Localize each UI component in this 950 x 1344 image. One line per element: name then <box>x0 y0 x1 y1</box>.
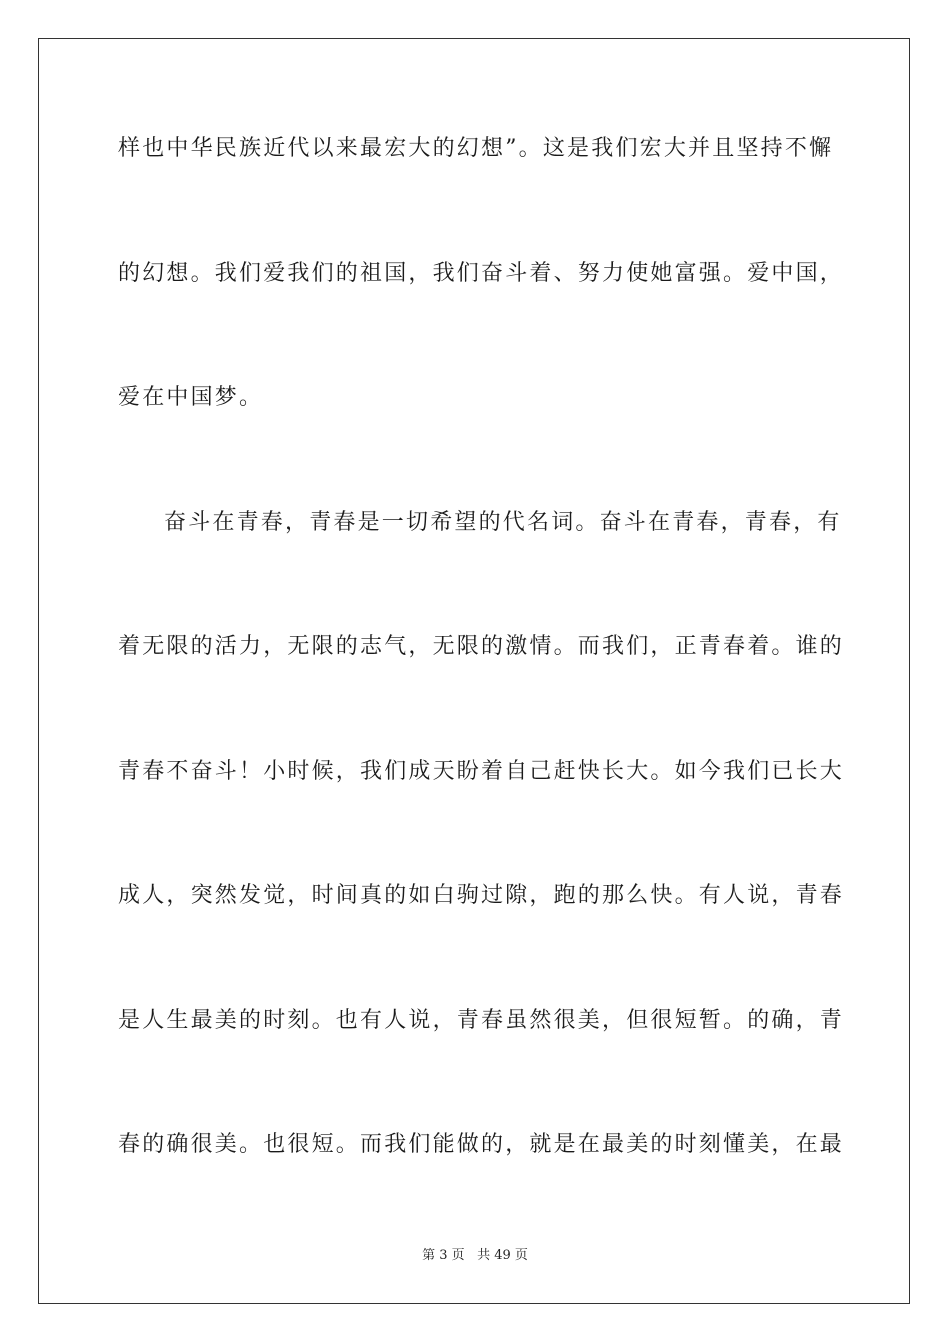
paragraph-first-line: 奋斗在青春，青春是一切希望的代名词。奋斗在青春，青春，有 <box>164 510 842 535</box>
text-line: 春的确很美。也很短。而我们能做的，就是在最美的时刻懂美，在最 <box>118 1132 845 1157</box>
text-line: 着无限的活力，无限的志气，无限的激情。而我们，正青春着。谁的 <box>118 634 845 659</box>
text-line: 样也中华民族近代以来最宏大的幻想”。这是我们宏大并且坚持不懈 <box>118 136 834 161</box>
text-line: 青春不奋斗！小时候，我们成天盼着自己赶快长大。如今我们已长大 <box>118 759 845 784</box>
page-total: 共 49 页 <box>477 1248 528 1263</box>
text-line: 成人，突然发觉，时间真的如白驹过隙，跑的那么快。有人说，青春 <box>118 883 845 908</box>
text-line: 是人生最美的时刻。也有人说，青春虽然很美，但很短暂。的确，青 <box>118 1008 845 1033</box>
page-number: 第 3 页 <box>422 1248 465 1263</box>
page-border <box>38 38 910 1304</box>
text-line: 的幻想。我们爱我们的祖国，我们奋斗着、努力使她富强。爱中国， <box>118 261 845 286</box>
text-line: 爱在中国梦。 <box>118 385 264 410</box>
page-footer <box>0 1247 950 1265</box>
